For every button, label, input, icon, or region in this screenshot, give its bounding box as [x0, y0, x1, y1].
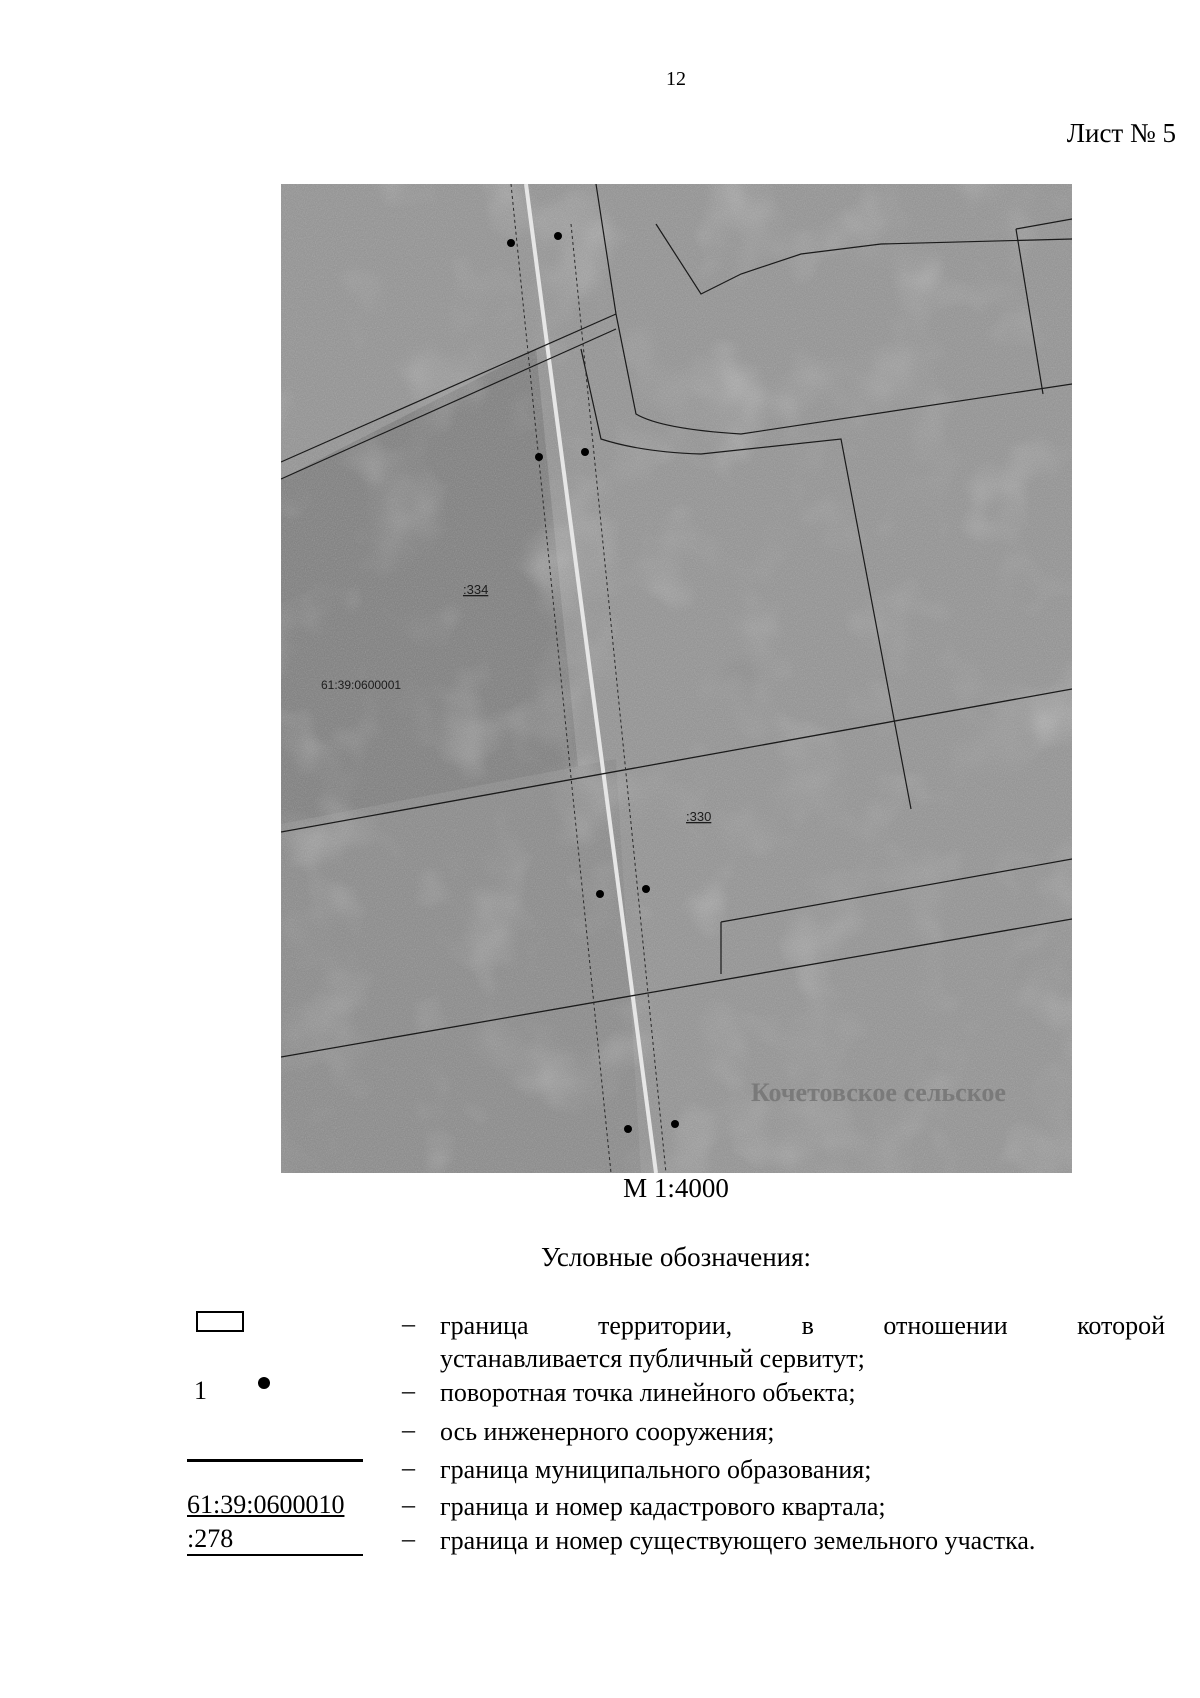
legend-dash: – — [402, 1376, 415, 1405]
legend-text: граница и номер существующего земельного участка. — [440, 1526, 1036, 1555]
legend-dash: – — [402, 1453, 415, 1482]
legend-text: граница муниципального образования; — [440, 1455, 872, 1484]
page-number: 12 — [666, 68, 686, 90]
settlement-label: Кочетовское сельское — [751, 1078, 1006, 1107]
parcel-symbol: :278 — [187, 1524, 363, 1556]
parcel-330-label: :330 — [686, 809, 712, 824]
map-image — [281, 184, 1072, 1173]
legend-text: поворотная точка линейного объекта; — [440, 1378, 856, 1407]
legend-dash: – — [402, 1309, 415, 1338]
legend-text: граница территории, в отношении которой — [440, 1311, 1165, 1340]
turning-point-symbol — [194, 1376, 270, 1406]
legend-text: граница и номер кадастрового квартала; — [440, 1492, 886, 1521]
point-icon — [258, 1377, 270, 1389]
cadastral-block-symbol: 61:39:0600010 — [187, 1490, 345, 1519]
municipal-boundary-symbol — [187, 1459, 363, 1462]
legend-dash: – — [402, 1490, 415, 1519]
servitude-boundary-symbol — [196, 1311, 244, 1332]
map-scale: М 1:4000 — [623, 1173, 729, 1203]
legend-text: ось инженерного сооружения; — [440, 1417, 775, 1446]
legend-dash: – — [402, 1415, 415, 1444]
block-number-label: 61:39:0600001 — [321, 678, 402, 692]
legend-text-cont: устанавливается публичный сервитут; — [440, 1344, 865, 1373]
legend-title: Условные обозначения: — [540, 1242, 812, 1272]
turning-point-number: 1 — [194, 1376, 207, 1405]
legend-dash: – — [402, 1524, 415, 1553]
parcel-334-label: :334 — [463, 582, 489, 597]
sheet-label: Лист № 5 — [1066, 118, 1176, 148]
